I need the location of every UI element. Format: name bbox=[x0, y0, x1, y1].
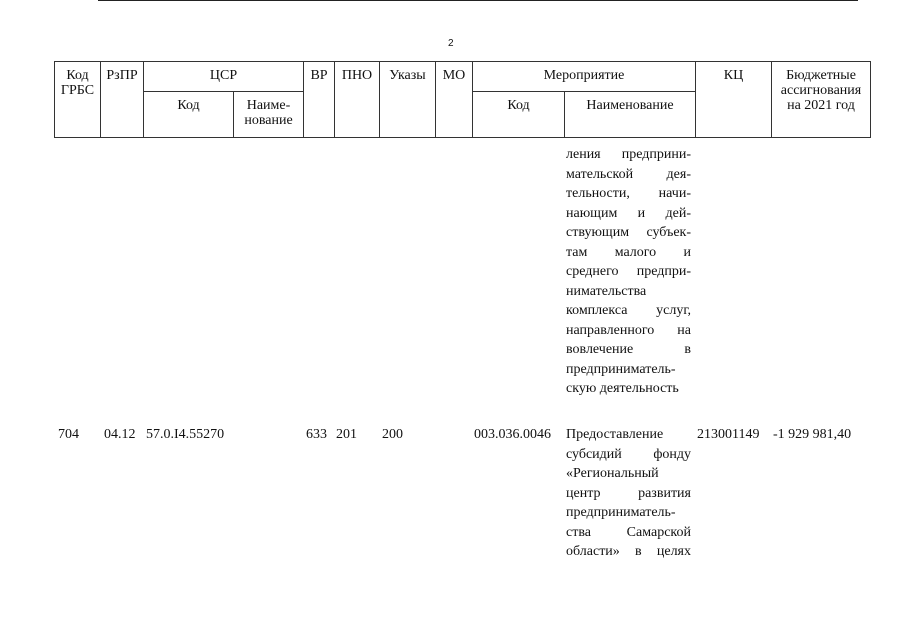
cell-ukazy: 200 bbox=[382, 427, 403, 442]
cell-kc: 213001149 bbox=[697, 427, 760, 442]
name-line: ства Самарской bbox=[566, 524, 691, 540]
continuation-line: направленного на bbox=[566, 322, 691, 338]
header-kc: КЦ bbox=[695, 61, 771, 137]
name-line: субсидий фонду bbox=[566, 446, 691, 462]
cell-amount: -1 929 981,40 bbox=[773, 427, 852, 442]
name-line: центр развития bbox=[566, 485, 691, 501]
cell-csr: 57.0.I4.55270 bbox=[146, 427, 225, 442]
header-ukazy: Указы bbox=[379, 61, 435, 137]
header-csr-kod: Код bbox=[143, 91, 233, 137]
cell-vr: 633 bbox=[306, 427, 327, 442]
name-line: «Региональный bbox=[566, 466, 659, 481]
continuation-line: мательской дея- bbox=[566, 166, 691, 182]
cell-pno: 201 bbox=[336, 427, 357, 442]
name-line: области» в целях bbox=[566, 544, 691, 559]
top-rule bbox=[98, 0, 858, 1]
header-csr-name: Наиме-нование bbox=[233, 91, 303, 137]
header-csr: ЦСР bbox=[143, 61, 303, 91]
name-line: Предоставление bbox=[566, 427, 664, 442]
header-mer-name: Наименование bbox=[564, 91, 695, 137]
continuation-line: ления предприни- bbox=[566, 147, 691, 162]
header-mo: МО bbox=[435, 61, 472, 137]
header-pno: ПНО bbox=[334, 61, 379, 137]
continuation-line: скую деятельность bbox=[566, 381, 679, 396]
cell-mer-name bbox=[566, 425, 691, 562]
header-mer-kod: Код bbox=[472, 91, 564, 137]
cell-grbs: 704 bbox=[58, 427, 79, 442]
cell-rzpr: 04.12 bbox=[104, 427, 136, 442]
continuation-description bbox=[566, 145, 691, 399]
header-kod-grbs: Код ГРБС bbox=[54, 61, 100, 137]
header-meropriyatie: Мероприятие bbox=[472, 61, 695, 91]
continuation-line: комплекса услуг, bbox=[566, 303, 691, 318]
continuation-line: нающим и дей- bbox=[566, 205, 691, 221]
continuation-line: нимательства bbox=[566, 283, 647, 299]
cell-mer-kod: 003.036.0046 bbox=[474, 427, 551, 442]
continuation-line: предприниматель- bbox=[566, 361, 676, 377]
table-header bbox=[54, 61, 871, 138]
continuation-line: среднего предпри- bbox=[566, 264, 691, 279]
continuation-line: ствующим субъек- bbox=[566, 225, 691, 240]
continuation-line: вовлечение в bbox=[566, 342, 691, 357]
name-line: предприниматель- bbox=[566, 505, 676, 520]
continuation-line: там малого и bbox=[566, 244, 691, 260]
continuation-line: тельности, начи- bbox=[566, 186, 691, 201]
header-vr: ВР bbox=[303, 61, 334, 137]
header-budget: Бюджетные ассигнования на 2021 год bbox=[771, 61, 870, 137]
header-rzpr: РзПР bbox=[100, 61, 143, 137]
page-number: 2 bbox=[448, 38, 454, 49]
